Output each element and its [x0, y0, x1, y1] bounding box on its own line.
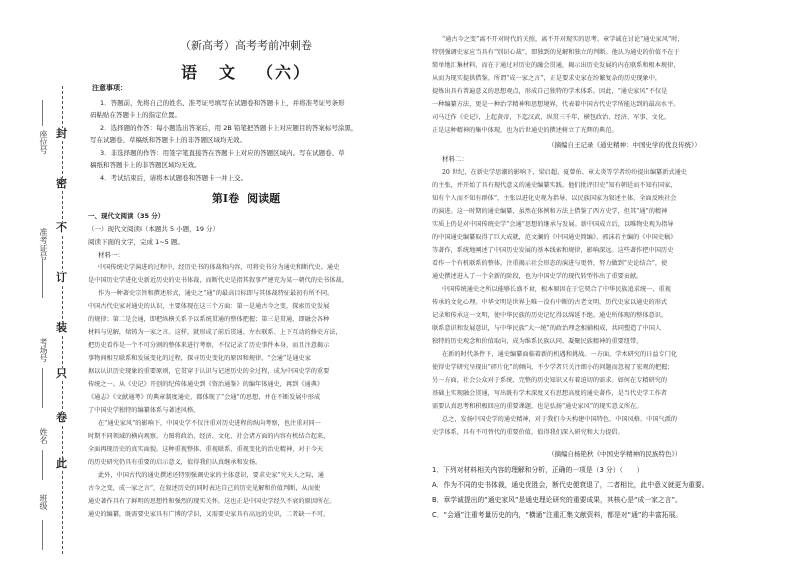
subject-char: 文 [218, 63, 237, 82]
passage-line: 通史的编纂，既需要史家具有广博的学识，又需要史家具有高远的史识，二者缺一不可。 [88, 511, 330, 518]
passage-line: 实质上仍是对中国传统史学“会通”思想的继承与发展。新中国成立后，以唯物史观为指导 [432, 221, 674, 228]
notice-line: 码粘贴在答题卡上的指定位置。 [90, 111, 181, 119]
option-b[interactable]: B．章学诚提出的“通史家风”是通史理论研究的重要成果，其核心是“成一家之言”。 [432, 496, 682, 504]
passage-line: 此外，中国古代的通史撰述还特别强调史家的主体意识，要求史家“究天人之际，通 [98, 472, 324, 479]
admission-number-label: 准考证号 [39, 228, 48, 260]
passage-line: 的中国通史编纂取得了巨大成就，范文澜的《中国通史简编》、郭沫若主编的《中国史稿》 [432, 234, 677, 241]
passage-line: 20 世纪，在新史学思潮的影响下，梁启超、夏曾佑、章太炎等学者纷纷提出编纂新式通史 [442, 169, 687, 176]
notice-line: 3．非选择题的作答：用签字笔直接答在答题卡上对应的答题区域内。写在试题卷、草 [100, 149, 345, 157]
seat-number-label: 座位号 [39, 130, 48, 154]
seal-char: 此 [56, 457, 67, 470]
passage-line: 简单地汇集材料，而在于通过对历史的融会贯通，揭示出历史发展的内在联系和根本规律， [432, 62, 680, 69]
section-heading: 一、现代文阅读（35 分） [88, 212, 165, 220]
notice-line: 稿纸和答题卡上的非答题区域均无效。 [90, 161, 201, 169]
passage-line: 联系意识和发展意识，与中华民族“大一统”的政治理念相辅相成，共同塑造了中国人 [432, 325, 662, 332]
source-citation: （摘编自王记录《通史精神：中国史学的优良传统》） [548, 141, 701, 149]
passage-line: 一种编纂方法，更是一种治学精神和思想境界，代表着中国古代史学所能达到的最高水平。 [432, 101, 680, 108]
material-label: 材料二： [442, 155, 468, 163]
passage-line: 总之，发扬中国史学的通史精神，对于我们今天构建中国特色、中国风格、中国气派的 [442, 416, 678, 423]
subsection-heading: （一）现代文阅读Ⅰ（本题共 5 小题，19 分） [88, 225, 220, 233]
passage-line: 从而为现实提供借鉴。所谓“成一家之言”，正是要求史家在纷繁复杂的历史现象中， [432, 75, 662, 82]
passage-line: 另一方面，社会公众对于系统、完整的历史知识又有着迫切的需求。如何在专精研究的 [432, 377, 668, 384]
exam-room-label: 考场号 [39, 338, 48, 362]
passage-line: 作为一种著史宗旨和撰述形式，通史之“通”的最高目标即与其体裁特征最初有所不同。 [98, 290, 334, 297]
seal-char: 卷 [56, 411, 67, 424]
passage-line: 了中国史学独特的编纂体系与著述风格。 [88, 407, 200, 414]
passage-line: 使得史学研究呈现出“碎片化”的倾向，不少学者只关注细小的问题而忽视了宏观的把握； [432, 364, 674, 371]
passage-line: 知有个人而不知有群体”，主张以进化史观为指导，以民族国家为叙述主体，全面反映社会 [432, 195, 677, 202]
material-label: 材料一： [98, 251, 124, 259]
part-title [86, 190, 406, 206]
passage-line: 的规律；第二是会通，即把纵横关系予以系统贯通的整体把握；第三是贯通，即融会各种 [88, 316, 330, 323]
passage-line: 的历史研究仍具有重要的启示意义，值得我们认真继承和发扬。 [88, 459, 262, 466]
option-a[interactable]: A．作为不同的史书体裁，通史优胜会，断代史便衰退了，二者相比，此中意义就更为重要。 [432, 481, 709, 489]
passage-line: 需要认真思考和积极回应的重要课题，也是弘扬“通史家风”的现实意义所在。 [432, 403, 643, 410]
field-line [42, 368, 43, 408]
notice-line: 1．答题前，先将自己的姓名、准考证号填写在试题卷和答题卡上，并将准考证号条形 [100, 99, 345, 107]
passage-line: 特别强调史家应当具有“别识心裁”，即独到的见解和独立的判断。他认为通史的价值不在于 [432, 49, 680, 56]
passage-line: 中国传统通史之所以能够长盛不衰，根本原因在于它契合了中华民族追求统一、重视 [442, 286, 671, 293]
field-line [42, 258, 43, 298]
field-line [42, 520, 43, 550]
seal-char: 订 [56, 271, 67, 284]
passage-line: 中国古代史家对通史的认识，主要体现在这三个方面：第一是通古今之变，探索历史发展 [88, 303, 330, 310]
field-line [42, 450, 43, 480]
source-citation: （摘编自杨艳秋《中国史学精神的民族特色》） [548, 450, 682, 458]
seal-char: 密 [56, 177, 67, 190]
passage-line: 全面再现历史的真实面貌。这种重视整体、重视联系、重视变化的治史精神，对于今天 [88, 446, 324, 453]
field-line [42, 100, 43, 126]
passage-line: 把历史看作是一个不可分割的整体来进行考察，不仅记录了历史事件本身，而且注意揭示 [88, 342, 330, 349]
seal-char: 封 [56, 127, 67, 140]
passage-line: 独特的历史观念和价值取向，成为维系民族认同、凝聚民族精神的重要纽带。 [432, 338, 643, 345]
instruction: 阅读下面的文字，完成 1~5 题。 [88, 238, 184, 246]
passage-line: 通史著作具有了鲜明的思想性和强烈的现实关怀，这也正是中国史学经久不衰的原因所在。 [88, 498, 336, 505]
question-stem: 1．下列对材料相关内容的理解和分析，正确的一项是（3 分）（ ） [432, 466, 644, 474]
passage-line: 据以认识历史现象的重要原则，它贯穿于认识与记述历史的全过程，成为中国史学的重要 [88, 368, 330, 375]
notice-title: 注意事项： [92, 84, 127, 92]
option-c[interactable]: C．“会通”注重考量历史的内，“横通”注重汇集文献资料，都是对“通”的丰富拓展。 [432, 511, 683, 519]
passage-line: 记录和传承这一文明，使中华民族的历史记忆得以绵延不绝。通史所体现的整体意识、 [432, 312, 668, 319]
subject-char: 语 [180, 63, 199, 82]
passage-line: 提炼出具有普遍意义的思想观点，形成自己独特的学术体系。因此，“通史家风”不仅是 [432, 88, 668, 95]
notice-line: 4．考试结束后，请将本试题卷和答题卡一并上交。 [100, 174, 248, 182]
class-label: 班级 [39, 494, 48, 510]
passage-line: 《通志》《文献通考》的典章制度通史，都体现了“会通”的思想，并在不断发展中形成 [88, 394, 321, 401]
exam-title: （新高考）高考考前冲刺卷 [180, 39, 312, 52]
passage-line: 史学体系，具有不可替代的重要价值，值得我们深入研究和大力提倡。 [432, 429, 624, 436]
passage-line: 在“通史家风”的影响下，中国史学不仅注重对历史进程的纵向考察，也注重对同一 [98, 420, 321, 427]
part-number: 第Ⅰ卷 [211, 192, 240, 205]
passage-line: 时期不同领域的横向观察，力图将政治、经济、文化、社会诸方面的内容有机结合起来， [88, 433, 330, 440]
passage-line: 是中国历史学进化史新近历史的史书体裁，而断代史是指其叙事严建充为某一朝代的史书体裁。 [88, 277, 348, 284]
passage-line: 通史撰述进入了一个全新的阶段，也为中国史学的现代转型作出了重要贡献。 [432, 273, 643, 280]
seal-char: 不 [56, 221, 67, 234]
seal-dashed-line [62, 86, 63, 554]
passage-line: 中国传统史学演进的过程中，经历史书的体裁和内容，可将史书分为通史和断代史。通史 [98, 264, 340, 271]
passage-line: “通古今之变”离不开对时代的关照，离不开对现实的思考。章学诚在讨论“通史家风”时， [442, 36, 684, 43]
passage-line: 传统之一。从《史记》开创的纪传体通史到《资治通鉴》的编年体通史，再到《通典》 [88, 381, 324, 388]
seal-char: 只 [56, 367, 67, 380]
passage-line: 的主张，并开始了具有现代意义的通史编纂实践。他们批评旧史“知有朝廷而不知有国家， [432, 182, 677, 189]
passage-line: 基础上实现融会贯通，写出既有学术深度又有思想高度的通史著作，是当代史学工作者 [432, 390, 668, 397]
name-label: 姓名 [39, 428, 48, 444]
notice-line: 写在试题卷、草稿纸和答题卡上的非答题区域均无效。 [90, 136, 246, 144]
passage-line: 等著作，系统地阐述了中国历史发展的基本线索和规律，影响深远。这些著作把中国历史 [432, 247, 674, 254]
passage-line: 在新的时代条件下，通史编纂面临着新的机遇和挑战。一方面，学术研究的日益专门化 [442, 351, 678, 358]
passage-line: 司马迁作《史记》，上起黄帝，下迄汉武，纵贯三千年，横包政治、经济、军事、文化， [432, 114, 671, 121]
passage-line: 看作一个有机联系的整体，注重揭示社会形态的演进与更替，努力做到“史论结合”，使 [432, 260, 668, 267]
part-name: 阅读题 [247, 192, 281, 205]
passage-line: 事物间相互联系和发展变化的过程，探寻历史变化的原因和规律。“会通”是通史家 [88, 355, 311, 362]
passage-line: 古今之变，成一家之言”，在叙述历史的同时表达自己的历史见解和价值判断，从而使 [88, 485, 321, 492]
subject-number: （六） [257, 63, 312, 82]
subject-title [86, 60, 406, 83]
notice-line: 2．选择题的作答：每小题选出答案后，用 2B 铅笔把答题卡上对应题目的答案标号涂黑， [100, 124, 358, 132]
binding-margin [0, 0, 96, 562]
seal-char: 装 [56, 321, 67, 334]
passage-line: 的演进。这一时期的通史编纂，虽然在体例和方法上借鉴了西方史学，但其“通”的精神 [432, 208, 668, 215]
passage-line: 正是这种精神的集中体现，也为后世通史的撰述树立了光辉的典范。 [432, 127, 618, 134]
passage-line: 传承的文化心理。中华文明是世界上唯一没有中断的古老文明，历代史家以通史的形式 [432, 299, 668, 306]
passage-line: 材料与见解，熔铸为一家之言。这样，就形成了前后贯通、左右联系、上下互动的修史方法， [88, 329, 342, 336]
